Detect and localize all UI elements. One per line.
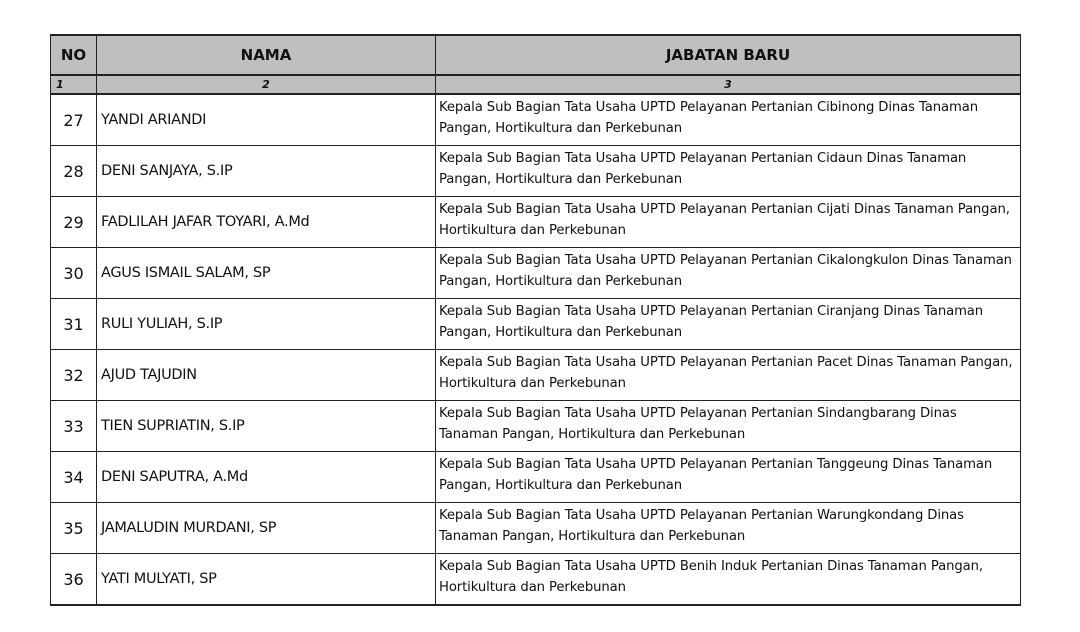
row-jabatan: Kepala Sub Bagian Tata Usaha UPTD Pelayanan Pertanian Cikalongkulon Dinas Tanaman Pangan, Hortikultura dan Perkebunan <box>439 253 1012 289</box>
row-jabatan-cell <box>436 401 1021 452</box>
table-row <box>51 197 1021 248</box>
row-no: 32 <box>51 350 97 401</box>
row-nama: DENI SANJAYA, S.IP <box>97 146 436 197</box>
table-row <box>51 146 1021 197</box>
row-jabatan-cell <box>436 146 1021 197</box>
row-jabatan-cell <box>436 554 1021 606</box>
row-jabatan: Kepala Sub Bagian Tata Usaha UPTD Pelayanan Pertanian Pacet Dinas Tanaman Pangan, Hortikultura dan Perkebunan <box>439 355 1013 391</box>
column-number-row <box>51 75 1021 94</box>
row-jabatan-cell <box>436 299 1021 350</box>
row-jabatan: Kepala Sub Bagian Tata Usaha UPTD Pelayanan Pertanian Ciranjang Dinas Tanaman Pangan, Hortikultura dan Perkebunan <box>439 304 984 340</box>
row-jabatan-cell <box>436 350 1021 401</box>
row-no: 30 <box>51 248 97 299</box>
table-row <box>51 503 1021 554</box>
row-jabatan-cell <box>436 452 1021 503</box>
column-number-no: 1 <box>51 75 97 94</box>
table-row <box>51 94 1021 146</box>
document-sheet <box>50 34 1020 606</box>
table-row <box>51 248 1021 299</box>
table-row <box>51 350 1021 401</box>
row-nama: YATI MULYATI, SP <box>97 554 436 606</box>
row-jabatan-cell <box>436 248 1021 299</box>
row-nama: JAMALUDIN MURDANI, SP <box>97 503 436 554</box>
header-nama: NAMA <box>97 35 436 75</box>
row-jabatan: Kepala Sub Bagian Tata Usaha UPTD Benih Induk Pertanian Dinas Tanaman Pangan, Hortikultura dan Perkebunan <box>439 559 983 595</box>
row-no: 29 <box>51 197 97 248</box>
row-jabatan: Kepala Sub Bagian Tata Usaha UPTD Pelayanan Pertanian Cibinong Dinas Tanaman Pangan, Hortikultura dan Perkebunan <box>439 100 979 136</box>
row-nama: RULI YULIAH, S.IP <box>97 299 436 350</box>
header-no: NO <box>51 35 97 75</box>
row-nama: AGUS ISMAIL SALAM, SP <box>97 248 436 299</box>
row-no: 34 <box>51 452 97 503</box>
row-jabatan-cell <box>436 94 1021 146</box>
table-body <box>51 94 1021 605</box>
row-nama: AJUD TAJUDIN <box>97 350 436 401</box>
column-number-jabatan: 3 <box>436 75 1021 94</box>
header-row <box>51 35 1021 75</box>
table-row <box>51 299 1021 350</box>
row-nama: FADLILAH JAFAR TOYARI, A.Md <box>97 197 436 248</box>
table-row <box>51 452 1021 503</box>
header-jabatan: JABATAN BARU <box>436 35 1021 75</box>
row-no: 31 <box>51 299 97 350</box>
row-jabatan-cell <box>436 197 1021 248</box>
row-no: 33 <box>51 401 97 452</box>
jabatan-table <box>50 34 1021 606</box>
table-header <box>51 35 1021 94</box>
row-no: 35 <box>51 503 97 554</box>
row-jabatan: Kepala Sub Bagian Tata Usaha UPTD Pelayanan Pertanian Warungkondang Dinas Tanaman Pangan, Hortikultura dan Perkebunan <box>439 508 964 544</box>
row-jabatan: Kepala Sub Bagian Tata Usaha UPTD Pelayanan Pertanian Cijati Dinas Tanaman Pangan, Hortikultura dan Perkebunan <box>439 202 1010 238</box>
table-row <box>51 554 1021 606</box>
row-nama: YANDI ARIANDI <box>97 94 436 146</box>
row-no: 28 <box>51 146 97 197</box>
row-jabatan: Kepala Sub Bagian Tata Usaha UPTD Pelayanan Pertanian Sindangbarang Dinas Tanaman Pangan, Hortikultura dan Perkebunan <box>439 406 957 442</box>
table-row <box>51 401 1021 452</box>
row-no: 36 <box>51 554 97 606</box>
row-jabatan-cell <box>436 503 1021 554</box>
row-no: 27 <box>51 94 97 146</box>
column-number-nama: 2 <box>97 75 436 94</box>
row-jabatan: Kepala Sub Bagian Tata Usaha UPTD Pelayanan Pertanian Tanggeung Dinas Tanaman Pangan, Hortikultura dan Perkebunan <box>439 457 993 493</box>
row-nama: DENI SAPUTRA, A.Md <box>97 452 436 503</box>
row-nama: TIEN SUPRIATIN, S.IP <box>97 401 436 452</box>
row-jabatan: Kepala Sub Bagian Tata Usaha UPTD Pelayanan Pertanian Cidaun Dinas Tanaman Pangan, Hortikultura dan Perkebunan <box>439 151 967 187</box>
